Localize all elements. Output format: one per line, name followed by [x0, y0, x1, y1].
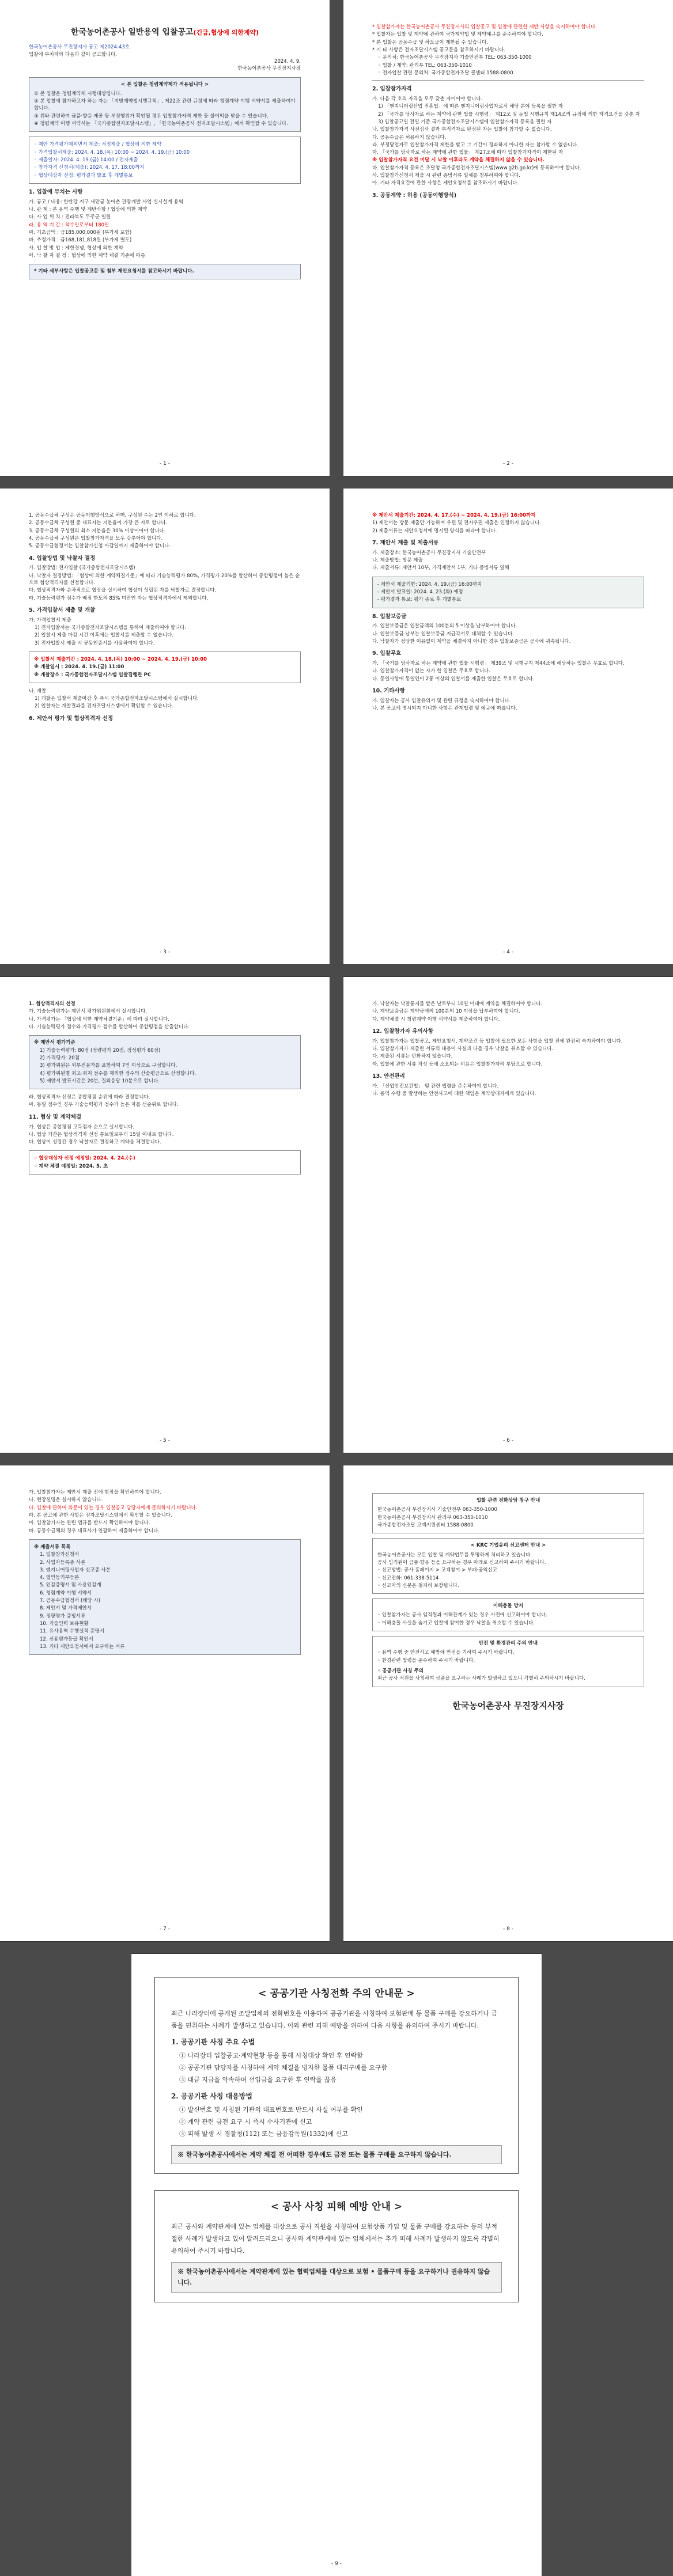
contact-box — [372, 1493, 644, 1533]
divider — [372, 80, 644, 81]
document-page-5 — [0, 977, 330, 1453]
ethics-line: 한국농어촌공사는 모든 입찰 및 계약업무를 투명하게 처리하고 있습니다. — [377, 1552, 532, 1558]
conflict-box — [372, 1598, 644, 1631]
section-line: 다. 입찰에 관하여 의문이 있는 경우 입찰공고 담당자에게 문의하시기 바랍니다. — [29, 1505, 198, 1511]
contact-line: ◦ 문의처: 한국농어촌공사 무진장지사 기술안전부 TEL: 063-350-1000 — [378, 55, 532, 61]
section-line: 라. 본 공고에 관한 사항은 전자조달시스템에서 확인할 수 있습니다. — [29, 1512, 172, 1518]
section-title: 2. 입찰참가자격 — [372, 86, 412, 93]
method-item: ② 공공기관 담당자를 사칭하여 계약 체결을 빙자한 물품 대리구매를 요구함 — [179, 2063, 388, 2071]
section-line: 2) 입찰서 제출 마감 시간 이후에는 입찰서를 제출할 수 없습니다. — [35, 632, 174, 639]
section-line: 다. 낙찰자가 정당한 이유없이 계약을 체결하지 아니한 경우 입찰보증금은 공사에 귀속됩니다. — [372, 638, 571, 645]
contact-box-title: 입찰 관련 전화상담 창구 안내 — [476, 1498, 540, 1503]
section-line: 나. 입찰보증금 납부는 입찰보증금 지급각서로 대체할 수 있습니다. — [372, 631, 515, 637]
list-item: 4. 법인등기부등본 — [40, 1575, 80, 1581]
submission-box — [372, 577, 644, 608]
section-line: 5. 공동수급협정서는 입찰참가신청 마감일까지 제출하여야 합니다. — [29, 543, 171, 550]
list-item: 5. 인감증명서 및 사용인감계 — [40, 1582, 101, 1589]
notice-title — [29, 26, 301, 38]
list-item: 3. 엔지니어링사업자 신고증 사본 — [40, 1567, 111, 1573]
notice-number: 한국농어촌공사 무진장지사 공고 제2024-43호 — [29, 44, 130, 51]
section-title: 3. 공동계약 : 허용 (공동이행방식) — [372, 192, 457, 199]
evaluation-line: 4) 평가위원별 최고·최저 점수를 제외한 점수의 산술평균으로 산정합니다. — [40, 1070, 196, 1077]
contact-line: 한국농어촌공사 무진장지사 기술안전부 063-350-1000 — [377, 1507, 497, 1513]
intro-line: * 본 입찰은 공동수급 및 하도급이 제한될 수 있습니다. — [372, 39, 489, 46]
section-line: 아. 기타 자격요건에 관한 사항은 제안요청서를 참조하시기 바랍니다. — [372, 180, 519, 187]
section-line: 나. 현장설명은 실시하지 않습니다. — [29, 1497, 103, 1503]
section-line: 가. 다음 각 호의 자격을 모두 갖춘 자이어야 합니다. — [372, 96, 483, 102]
section-line: 1. 협상적격자의 선정 — [29, 1001, 75, 1007]
method-item: ① 나라장터 입찰공고·계약현황 등을 통해 사칭대상 확인 후 연락함 — [179, 2051, 363, 2059]
conflict-line: ◦ 이해충돌 사실을 숨기고 입찰에 참여한 경우 낙찰을 취소할 수 있습니다. — [377, 1620, 535, 1626]
section-line: 나. 가격평가는 「협상에 의한 계약체결기준」에 따라 실시합니다. — [29, 1016, 169, 1022]
ethics-line: ◦ 신고자의 신분은 철저히 보장됩니다. — [377, 1582, 459, 1589]
intro-line: * 입찰자는 입찰 및 계약에 관하여 국가계약법 및 계약예규를 준수하여야 합니다. — [372, 32, 543, 38]
section-line: 2) 입찰자는 개찰결과를 전자조달시스템에서 확인할 수 있습니다. — [35, 703, 174, 710]
list-item: 11. 유사용역 수행실적 증명서 — [40, 1628, 104, 1635]
footer-note: * 기타 세부사항은 입찰공고문 및 첨부 제안요청서를 참고하시기 바랍니다. — [34, 268, 194, 275]
section-line: 1. 공동수급체 구성은 공동이행방식으로 하며, 구성원 수는 2인 이하로 합니다. — [29, 513, 196, 518]
impersonation-line: 최근 공사 직원을 사칭하여 금품을 요구하는 사례가 발생하고 있으니 각별히 주의하시기 바랍니다. — [377, 1676, 585, 1682]
section-line: 1) 「엔지니어링산업 진흥법」에 따른 엔지니어링사업자로서 해당 분야 등록을 필한 자 — [378, 104, 564, 110]
section-line: 가. 제출장소: 한국농어촌공사 무진장지사 기술안전부 — [372, 550, 486, 556]
section-title: 6. 제안서 평가 및 협상적격자 선정 — [29, 715, 114, 722]
list-item: 7. 공동수급협정서 (해당 시) — [40, 1598, 100, 1604]
ethics-line: 공사 임직원이 금품·향응 등을 요구하는 경우 아래로 신고하여 주시기 바랍니다. — [377, 1559, 546, 1566]
section-title: 9. 입찰무효 — [372, 650, 402, 657]
impersonation-intro: 최근 나라장터에 공개된 조달업체의 전화번호를 이용하여 공공기관을 사칭하여 보험판매 등 물품 구매를 강요하거나 금품을 편취하는 사례가 발생하고 있습니다. 이와 관련 피해 예방을 위하여 다음 사항을 유의하여 주시기 바랍니다. — [171, 2009, 498, 2029]
section-line: 3) 전자입찰서 제출 시 공동인증서를 사용하여야 합니다. — [35, 640, 155, 646]
impersonation-notice-box — [154, 1977, 519, 2174]
response-item: ③ 피해 발생 시 경찰청(112) 또는 금융감독원(1332)에 신고 — [179, 2130, 348, 2138]
section-line: 가. 가격입찰서 제출 — [29, 617, 71, 623]
document-page-3 — [0, 488, 330, 964]
list-item: 12. 신용평가등급 확인서 — [40, 1636, 93, 1642]
section-line: 1) 전자입찰서는 국가종합전자조달시스템을 통하여 제출하여야 합니다. — [35, 624, 187, 631]
evaluation-box-title: ※ 제안서 평가기준 — [34, 1040, 75, 1046]
section-line: 바. 추정가격 : 금168,181,818원 (부가세 별도) — [29, 237, 132, 244]
section-line: 다. 협상이 성립된 경우 낙찰자로 결정하고 계약을 체결합니다. — [29, 1139, 161, 1146]
contract-line: ◦ 계약 체결 예정일: 2024. 5. 초 — [34, 1163, 108, 1169]
intro-line: * 기 타 사항은 전자조달시스템 공고문을 참조하시기 바랍니다. — [372, 47, 506, 53]
section-line: 다. 계약체결 시 청렴계약 이행 서약서를 제출하여야 합니다. — [372, 1016, 500, 1022]
page-number: - 2 - — [503, 460, 513, 467]
response-title: 2. 공공기관 사칭 대응방법 — [171, 2092, 252, 2101]
impersonation-highlight: ※ 한국농어촌공사에서는 계약 체결 전 어떠한 경우에도 금전 또는 물품 구매를 요구하지 않습니다. — [171, 2145, 502, 2165]
prevention-highlight: ※ 한국농어촌공사에서는 계약관계에 있는 협력업체를 대상으로 보험 • 물품구매 등을 요구하거나 권유하지 않습니다. — [171, 2262, 502, 2293]
documents-list-box — [29, 1539, 301, 1655]
section-title: 13. 안전관리 — [372, 1073, 405, 1079]
page-number: - 8 - — [503, 1926, 513, 1932]
submission-line: - 제안서 제출기한: 2024. 4. 19.(금) 16:00까지 — [377, 581, 482, 588]
section-line: 바. 입찰참가자격 등록은 조달청 국가종합전자조달시스템(www.g2b.go.kr)에 등록하여야 합니다. — [372, 165, 581, 171]
key-line: ◦ 협상대상자 선정: 평가결과 발표 후 개별통보 — [34, 172, 133, 179]
list-item: 1. 입찰참가신청서 — [40, 1552, 80, 1558]
document-page-1 — [0, 0, 330, 476]
intro-line: * 입찰참가자는 한국농어촌공사 무진장지사의 입찰공고 및 입찰에 관련한 제반 사항을 숙지하여야 합니다. — [372, 24, 597, 30]
notice-issuer: 한국농어촌공사 무진장지사장 — [237, 66, 301, 72]
schedule-box — [29, 651, 301, 683]
section-line: 2) 「국가를 당사자로 하는 계약에 관한 법률 시행령」 제12조 및 동법 시행규칙 제14조의 규정에 의한 자격요건을 갖춘 자 — [378, 111, 640, 118]
evaluation-line: 3) 평가위원은 외부전문가를 포함하여 7인 이상으로 구성합니다. — [40, 1063, 177, 1069]
integrity-line: ④ 청렴계약 이행 서약서는 「국가종합전자조달시스템」, 「한국농어촌공사 전자조달시스템」에서 확인할 수 있습니다. — [34, 121, 288, 127]
key-line: ◦ 참가자격 신청서(제출): 2024. 4. 17. 18:00까지 — [34, 165, 145, 171]
contact-line: ◦ 전자입찰 관련 문의처: 국가종합전자조달 콜센터 1588-0800 — [378, 70, 513, 76]
footer-note-box — [29, 264, 301, 279]
section-title: 11. 협상 및 계약체결 — [29, 1113, 81, 1120]
document-page-6 — [343, 977, 673, 1453]
section-line: 다. 공동수급은 허용하지 않습니다. — [372, 134, 447, 141]
section-line: 바. 공동수급체의 경우 대표사가 일괄하여 제출하여야 합니다. — [29, 1528, 160, 1534]
section-line: 1) 제안서는 방문 제출만 가능하며 우편 및 전자우편 제출은 인정하지 않습니다. — [372, 520, 541, 526]
section-line: 마. 「국가를 당사자로 하는 계약에 관한 법률」 제27조에 따라 입찰참가자격이 제한된 자 — [372, 150, 564, 156]
integrity-line: ② 본 입찰에 참가하고자 하는 자는 「지방계약법시행규칙」, 제22조 관련 규정에 따라 청렴계약 이행 서약서를 제출하여야 합니다. — [34, 99, 296, 112]
documents-list-title: ※ 제출서류 목록 — [34, 1544, 71, 1550]
section-title: 5. 가격입찰서 제출 및 개찰 — [29, 607, 96, 613]
section-line: 아. 낙 찰 자 결 정 : 협상에 의한 계약 체결 기준에 따름 — [29, 252, 146, 259]
evaluation-line: 5) 제안서 발표시간은 20분, 질의응답 10분으로 합니다. — [40, 1078, 160, 1084]
schedule-line: ※ 개찰일시 : 2024. 4. 19.(금) 11:00 — [34, 664, 124, 670]
section-line: 가. 협상은 종합평점 고득점자 순으로 실시합니다. — [29, 1124, 135, 1130]
page-number: - 3 - — [160, 949, 170, 955]
section-line: 나. 제출방법: 방문 제출 — [372, 558, 423, 564]
contract-line: ◦ 협상대상자 선정 예정일: 2024. 4. 24.(수) — [34, 1156, 135, 1162]
document-page-8 — [343, 1465, 673, 1941]
section-line: 나. 협상 기간은 협상적격자 선정 통보일로부터 15일 이내로 합니다. — [29, 1131, 174, 1138]
ethics-line: ◦ 신고전화: 061-338-5114 — [377, 1575, 439, 1581]
key-schedule-box — [29, 137, 301, 184]
ethics-line: ◦ 신고방법: 공사 홈페이지 > 고객참여 > 부패·공익신고 — [377, 1567, 497, 1574]
schedule-line: ※ 입찰서 제출기간 : 2024. 4. 18.(목) 10:00 ~ 2024. 4. 19.(금) 10:00 — [34, 656, 207, 662]
response-item: ① 발신번호 및 사칭된 기관의 대표번호로 반드시 사실 여부를 확인 — [179, 2105, 363, 2113]
page-number: - 5 - — [160, 1437, 170, 1444]
page-number: - 9 - — [331, 2560, 342, 2567]
key-line: ◦ 제출일자: 2024. 4. 19.(금) 14:00 / 전자제출 — [34, 157, 138, 164]
contact-line: 국가종합전자조달 고객지원센터 1588-0800 — [377, 1522, 474, 1528]
integrity-line: ③ 위와 관련하여 금품·향응 제공 등 부정행위가 확인될 경우 입찰참가자격 제한 등 불이익을 받을 수 있습니다. — [34, 113, 269, 119]
integrity-line: ① 본 입찰은 청렴계약제 시행대상입니다. — [34, 90, 122, 97]
schedule-line: ※ 개찰장소 : 국가종합전자조달시스템 입찰집행관 PC — [34, 672, 152, 678]
key-line: ◦ 제안 가격평가제외면서 제출: 적정제출 / 협상에 의한 계약 — [34, 142, 162, 148]
section-line: 나. 입찰참가자격 사전심사 결과 부적격자로 판정된 자는 입찰에 참가할 수 없습니다. — [372, 127, 552, 133]
section-line: 가. 공고 / 내용: 한탄강 지구 새만금 농어촌 관광개발 사업 실시설계 용역 — [29, 199, 184, 205]
section-line: 가. 기술능력평가는 제안서 평가위원회에서 실시합니다. — [29, 1009, 148, 1015]
section-line: 가. 「산업안전보건법」 및 관련 법령을 준수하여야 합니다. — [372, 1083, 499, 1089]
document-page-9 — [131, 1954, 542, 2576]
evaluation-line: 2) 가격평가: 20점 — [40, 1055, 80, 1061]
section-line: 4. 공동수급체 구성원은 입찰참가자격을 모두 갖추어야 합니다. — [29, 535, 163, 541]
document-page-4 — [343, 488, 673, 964]
section-title: 8. 입찰보증금 — [372, 613, 407, 620]
list-item: 13. 기타 제안요청서에서 요구하는 서류 — [40, 1643, 125, 1650]
safety-box — [372, 1636, 644, 1687]
methods-title: 1. 공공기관 사칭 주요 수법 — [171, 2038, 255, 2047]
section-line: ※ 제안서 제출기간: 2024. 4. 17.(수) ~ 2024. 4. 19.(금) 16:00까지 — [372, 513, 536, 518]
section-line: 가. 입찰방법: 전자입찰 (국가종합전자조달시스템) — [29, 565, 135, 571]
impersonation-title: ◦ 공공기관 사칭 주의 — [377, 1668, 424, 1674]
notice-date: 2024. 4. 9. — [274, 58, 301, 65]
submission-line: - 제안서 발표일: 2024. 4. 23.(화) 예정 — [377, 589, 463, 595]
list-item: 8. 제안서 및 가격제안서 — [40, 1605, 92, 1612]
section-line: 다. 제출서류: 제안서 10부, 가격제안서 1부, 기타 증빙서류 일체 — [372, 565, 509, 571]
section-line: 가. 「국가를 당사자로 하는 계약에 관한 법률 시행령」 제39조 및 시행규칙 제44조에 해당하는 입찰은 무효로 합니다. — [372, 661, 625, 667]
list-item: 10. 기술인력 보유현황 — [40, 1621, 89, 1627]
section-line: 다. 기술능력평가 점수와 가격평가 점수를 합산하여 종합평점을 산출합니다. — [29, 1024, 190, 1030]
page-number: - 1 - — [160, 460, 170, 467]
conflict-box-title: 이해충돌 방지 — [493, 1603, 524, 1609]
section-line: 가. 입찰참가자는 입찰공고, 제안요청서, 계약조건 등 입찰에 필요한 모든 사항을 입찰 전에 완전히 숙지하여야 합니다. — [372, 1038, 623, 1044]
section-line: 다. 사 업 위 치 : 전라북도 무주군 일원 — [29, 214, 111, 221]
key-line: ◦ 가격입찰서제출: 2024. 4. 18.(목) 10:00 ~ 2024. 4. 19.(금) 10:00 — [34, 149, 190, 156]
list-item: 9. 정량평가 증빙서류 — [40, 1613, 86, 1619]
ethics-box — [372, 1538, 644, 1594]
method-item: ③ 대금 지급을 약속하며 선입금을 요구한 후 연락을 끊음 — [179, 2075, 337, 2083]
document-page-7 — [0, 1465, 330, 1941]
section-line: 2. 공동수급체 구성원 중 대표자는 지분율이 가장 큰 자로 합니다. — [29, 520, 168, 526]
section-line: 가. 입찰자는 공사 입찰유의서 및 관련 규정을 숙지하여야 합니다. — [372, 698, 511, 704]
evaluation-box — [29, 1035, 301, 1089]
section-line: 마. 입찰참가자는 관련 법규를 반드시 확인하여야 합니다. — [29, 1520, 150, 1526]
page-number: - 6 - — [503, 1437, 513, 1444]
section-line: 사. 입 찰 방 법 : 제한경쟁, 협상에 의한 계약 — [29, 245, 123, 251]
section-line: 나. 낙찰자 결정방법: 「협상에 의한 계약체결기준」에 따라 기술능력평가 80%, 가격평가 20%를 합산하여 종합평점이 높은 순으로 협상적격자를 선정합니다. — [29, 573, 300, 586]
section-line: 3. 공동수급체 구성원의 최소 지분율은 30% 이상이어야 합니다. — [29, 528, 166, 534]
section-title: 12. 입찰참가자 유의사항 — [372, 1028, 434, 1035]
section-line: 다. 협상적격자와 순차적으로 협상을 실시하여 협상이 성립된 자를 낙찰자로 결정합니다. — [29, 588, 217, 594]
impersonation-notice-title: < 공공기관 사칭전화 주의 안내문 > — [258, 1988, 415, 1999]
integrity-box-title: < 본 입찰은 청렴계약제가 적용됩니다 > — [120, 81, 209, 88]
section-title: 1. 입찰에 부치는 사항 — [29, 188, 83, 195]
contract-box — [29, 1150, 301, 1175]
page-number: - 7 - — [160, 1926, 170, 1932]
section-line: 나. 입찰참가자가 제출한 서류의 내용이 사실과 다를 경우 낙찰을 취소할 수 있습니다. — [372, 1046, 554, 1052]
submission-line: - 평가결과 통보: 평가 종료 후 개별통보 — [377, 597, 462, 603]
section-line: 라. 용 역 기 간 : 착수일로부터 180일 — [29, 222, 109, 228]
section-line: 가. 입찰참가자는 제안서 제출 전에 현장을 확인하여야 합니다. — [29, 1490, 161, 1495]
list-item: 6. 청렴계약 이행 서약서 — [40, 1590, 92, 1596]
page-number: - 4 - — [503, 949, 513, 955]
integrity-box — [29, 77, 301, 132]
notice-header-tag: (긴급,협상에 의한계약) — [193, 29, 259, 36]
section-line: 다. 제출된 서류는 반환하지 않습니다. — [372, 1054, 453, 1060]
evaluation-line: 1) 기술능력평가: 80점 (정량평가 20점, 정성평가 60점) — [40, 1047, 161, 1054]
issuer-signature: 한국농어촌공사 무진장지사장 — [452, 1700, 564, 1711]
section-line: 2) 제출서류는 제안요청서에 명시된 양식을 따라야 합니다. — [372, 528, 497, 534]
section-line: 사. 입찰참가신청서 제출 시 관련 증빙서류 일체를 첨부하여야 합니다. — [372, 173, 520, 179]
safety-line: ◦ 용역 수행 중 안전사고 예방에 만전을 기하여 주시기 바랍니다. — [377, 1650, 515, 1656]
section-line: 가. 입찰보증금은 입찰금액의 100분의 5 이상을 납부하여야 합니다. — [372, 623, 517, 630]
section-line: 다. 동일사항에 동일인이 2통 이상의 입찰서를 제출한 입찰은 무효로 합니다. — [372, 676, 535, 682]
safety-line: ◦ 환경관련 법령을 준수하여 주시기 바랍니다. — [377, 1657, 475, 1664]
section-line: 1) 개찰은 입찰서 제출마감 후 즉시 국가종합전자조달시스템에서 실시합니다. — [35, 696, 199, 702]
section-line: 3) 입찰공고일 전일 기준 국가종합전자조달시스템에 입찰참가자격 등록을 필한 자 — [378, 119, 552, 125]
section-line: 가. 낙찰자는 낙찰통지를 받은 날로부터 10일 이내에 계약을 체결하여야 합니다. — [372, 1001, 543, 1007]
ethics-box-title: < KRC 기업윤리 신고센터 안내 > — [470, 1543, 546, 1549]
section-line: 나. 개찰 — [29, 688, 47, 694]
prevention-title: < 공사 사칭 피해 예방 안내 > — [270, 2201, 403, 2213]
section-line: 라. 기술능력평가 점수가 배점 한도의 85% 미만인 자는 협상적격자에서 제외합니다. — [29, 595, 209, 601]
conflict-line: ◦ 입찰참가자는 공사 임직원과 이해관계가 있는 경우 사전에 신고하여야 합니다. — [377, 1612, 547, 1619]
section-title: 4. 입찰방법 및 낙찰자 결정 — [29, 555, 96, 562]
section-line: 라. 협상적격자 선정은 종합평점 순위에 따라 결정합니다. — [29, 1094, 150, 1101]
section-title: 10. 기타사항 — [372, 687, 405, 694]
section-line: 나. 관 계 : 본 용역 수행 및 제반사항 / 협상에 의한 계약 — [29, 207, 148, 213]
prevention-paragraph: 최근 공사와 계약관계에 있는 업체를 대상으로 공사 직원을 사칭하여 보험상품 가입 및 물품 구매를 강요하는 등의 부적절한 사례가 발생하고 있어 알려드리오니 공사와 계약관계에 있는 업체께서는 추가 피해 사례가 발생하지 않도록 각별히 유의하여 주시기 바랍니다. — [171, 2222, 500, 2255]
section-line: 나. 본 공고에 명시되지 아니한 사항은 관계법령 및 예규에 따릅니다. — [372, 706, 517, 712]
contact-line: 한국농어촌공사 무진장지사 관리부 063-350-1010 — [377, 1514, 488, 1521]
red-note: ※ 입찰참가자격 요건 미달 시 낙찰 이후라도 계약을 체결하지 않을 수 있습니다. — [372, 157, 545, 164]
list-item: 2. 사업자등록증 사본 — [40, 1559, 86, 1566]
section-line: 마. 동일 점수인 경우 기술능력평가 점수가 높은 자를 선순위로 합니다. — [29, 1102, 179, 1108]
section-line: 나. 입찰참가자격이 없는 자가 한 입찰은 무효로 합니다. — [372, 668, 490, 675]
notice-header: 한국농어촌공사 일반용역 입찰공고 — [70, 28, 194, 37]
section-line: 마. 기초금액 : 금185,000,000원 (부가세 포함) — [29, 230, 132, 236]
section-title: 7. 제안서 제출 및 제출서류 — [372, 539, 439, 546]
section-line: 라. 부정당업자로 입찰참가자격 제한을 받고 그 기간이 경과하지 아니한 자는 참가할 수 없습니다. — [372, 142, 579, 148]
response-item: ② 계약 관련 금전 요구 시 즉시 수사기관에 신고 — [179, 2117, 312, 2126]
notice-line: 입찰에 부치자와 다음과 같이 공고합니다. — [29, 51, 118, 58]
safety-box-title: 안전 및 환경관리 주의 안내 — [478, 1641, 538, 1647]
section-line: 나. 용역 수행 중 발생하는 안전사고에 대한 책임은 계약상대자에게 있습니다. — [372, 1091, 536, 1097]
impersonation-prevention-box — [154, 2190, 519, 2302]
contact-line: ◦ 입찰 / 계약: 관리부 TEL: 063-350-1010 — [378, 62, 472, 69]
section-line: 라. 입찰에 관한 서류 작성 등에 소요되는 비용은 입찰참가자의 부담으로 합니다. — [372, 1061, 543, 1067]
document-page-2 — [343, 0, 673, 476]
section-line: 나. 계약보증금은 계약금액의 100분의 10 이상을 납부하여야 합니다. — [372, 1009, 520, 1015]
